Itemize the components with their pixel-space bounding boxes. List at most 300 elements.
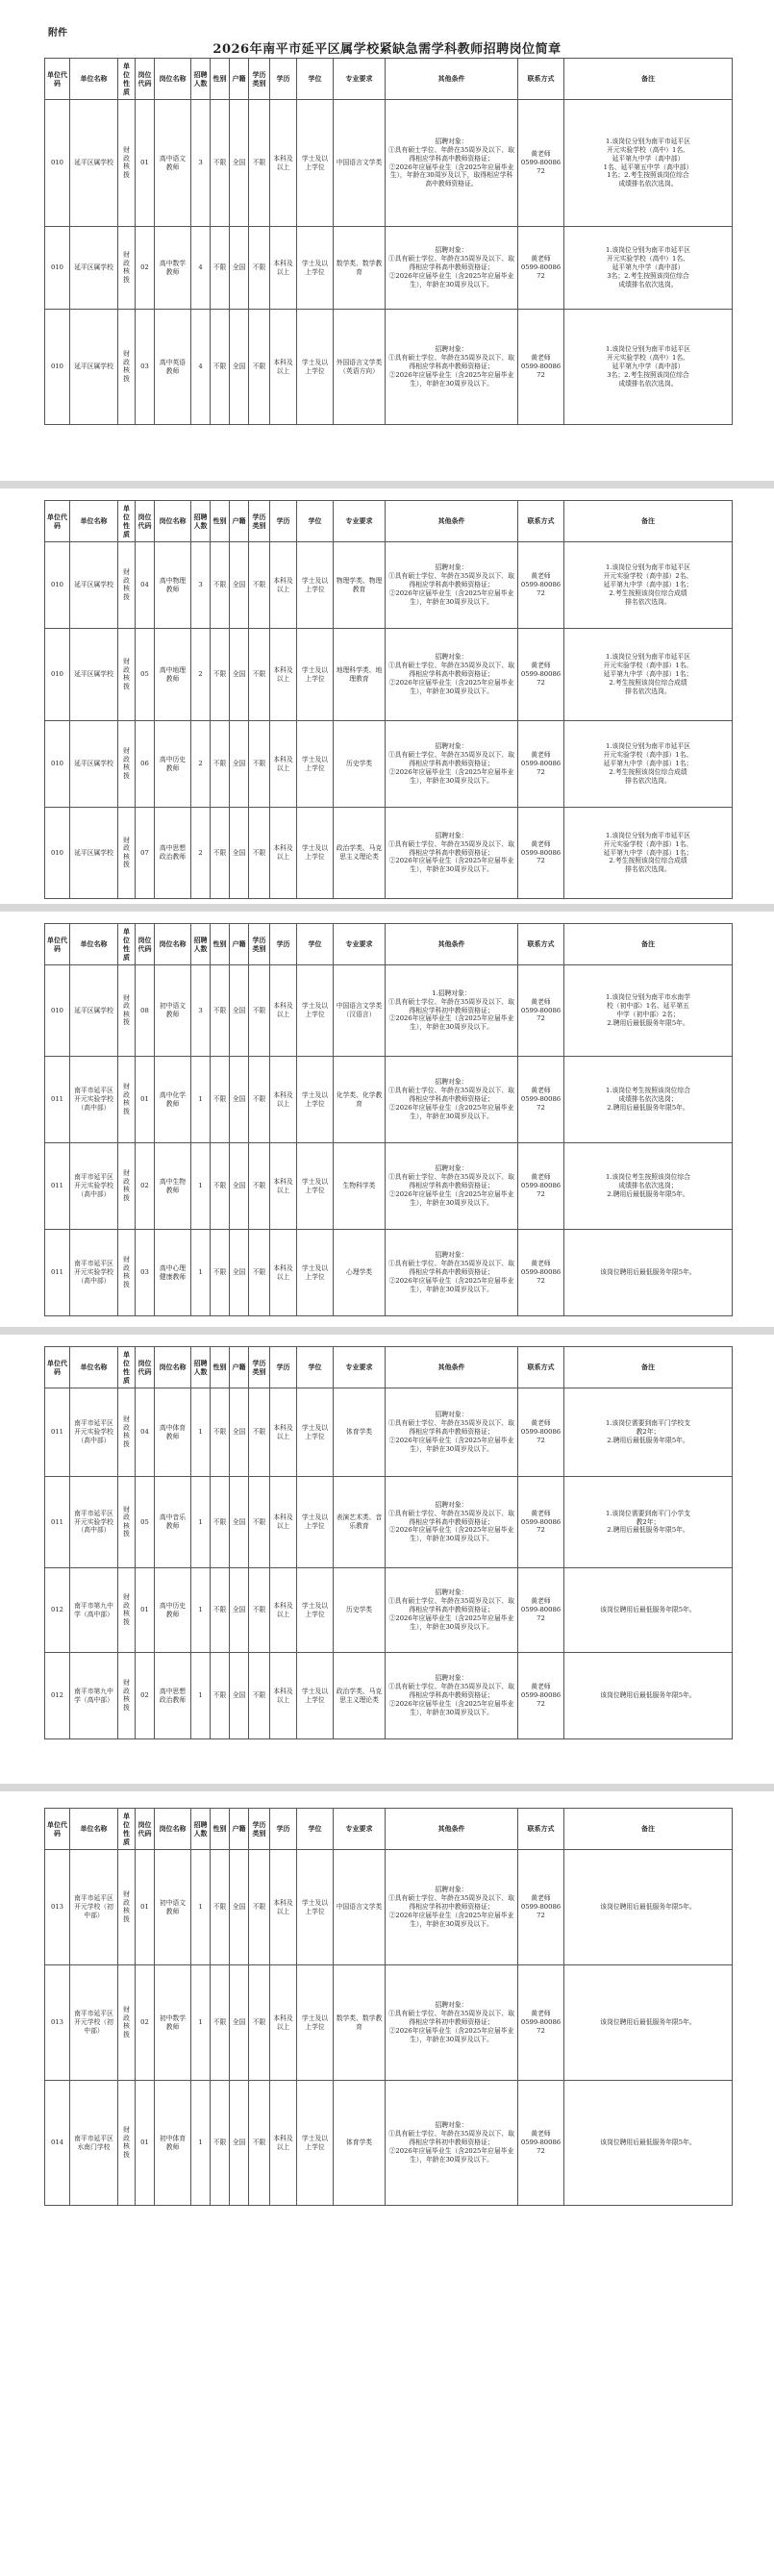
table-cell-1: 南平市延平区开元实验学校（高中部）	[70, 1388, 118, 1477]
table-cell-11: 政治学类、马克思主义理论类	[334, 1653, 386, 1739]
table-cell-11: 政治学类、马克思主义理论类	[334, 808, 386, 899]
table-cell-9: 本科及以上	[270, 808, 297, 899]
table-cell-7: 全国	[230, 1965, 249, 2081]
table-cell-7: 全国	[230, 808, 249, 899]
table-cell-12: 招聘对象： ①具有硕士学位、年龄在35周岁及以下、取得相应学科高中教师资格证； ②2026年应届毕业生（含2025年应届毕业生），年龄在30周岁及以下。	[386, 1568, 518, 1653]
table-cell-10: 学士及以上学位	[297, 310, 334, 425]
table-cell-7: 全国	[230, 310, 249, 425]
column-header: 性别	[211, 59, 230, 100]
table-cell-6: 不限	[211, 1568, 230, 1653]
table-cell-10: 学士及以上学位	[297, 1230, 334, 1316]
table-cell-13: 黄老师 0599-8008672	[518, 808, 564, 899]
column-header: 学历类别	[249, 1347, 270, 1388]
table-cell-8: 不限	[249, 1568, 270, 1653]
table-cell-7: 全国	[230, 2081, 249, 2206]
table-cell-8: 不限	[249, 1965, 270, 2081]
table-cell-7: 全国	[230, 100, 249, 227]
table-cell-10: 学士及以上学位	[297, 808, 334, 899]
column-header: 学历	[270, 924, 297, 965]
table-cell-11: 表演艺术类、音乐教育	[334, 1477, 386, 1568]
column-header: 其他条件	[386, 59, 518, 100]
table-cell-0: 011	[45, 1143, 70, 1230]
table-cell-3: 02	[136, 227, 155, 310]
recruitment-table-page	[44, 500, 732, 899]
column-header: 单位代码	[45, 501, 70, 542]
table-cell-11: 化学类、化学教育	[334, 1057, 386, 1143]
table-cell-5: 3	[191, 965, 211, 1057]
recruitment-table-page	[44, 58, 732, 425]
table-cell-6: 不限	[211, 1057, 230, 1143]
table-cell-7: 全国	[230, 1388, 249, 1477]
table-row	[45, 227, 733, 310]
table-cell-14: 1.该岗位需要到南平门学校支 教2年； 2.聘用后最低服务年限5年。	[564, 1388, 733, 1477]
recruitment-table	[44, 58, 733, 425]
column-header: 招聘人数	[191, 924, 211, 965]
table-cell-3: 05	[136, 1477, 155, 1568]
table-cell-0: 013	[45, 1965, 70, 2081]
table-cell-4: 初中体育教师	[155, 2081, 191, 2206]
table-cell-11: 心理学类	[334, 1230, 386, 1316]
table-cell-3: 01	[136, 100, 155, 227]
table-cell-1: 延平区属学校	[70, 721, 118, 808]
table-cell-7: 全国	[230, 1477, 249, 1568]
column-header: 性别	[211, 924, 230, 965]
table-cell-6: 不限	[211, 100, 230, 227]
table-cell-6: 不限	[211, 629, 230, 721]
column-header: 招聘人数	[191, 501, 211, 542]
table-cell-9: 本科及以上	[270, 542, 297, 629]
table-cell-2: 财政核拨	[118, 1653, 136, 1739]
table-cell-13: 黄老师 0599-8008672	[518, 542, 564, 629]
table-cell-4: 高中生物教师	[155, 1143, 191, 1230]
table-cell-14: 1.该岗位分别为南平市延平区 开元实验学校（高中）1名、 延平第九中学（高中部） 3名；2.考生按照该岗位综合 成绩排名依次选岗。	[564, 227, 733, 310]
table-cell-13: 黄老师 0599-8008672	[518, 1965, 564, 2081]
table-cell-12: 招聘对象： ①具有硕士学位、年龄在35周岁及以下、取得相应学科初中教师资格证； ②2026年应届毕业生（含2025年应届毕业生），年龄在30周岁及以下。	[386, 1965, 518, 2081]
table-cell-12: 招聘对象： ①具有硕士学位、年龄在35周岁及以下、取得相应学科高中教师资格证； ②2026年应届毕业生（含2025年应届毕业生），年龄在30周岁及以下。	[386, 542, 518, 629]
table-cell-1: 延平区属学校	[70, 542, 118, 629]
table-cell-12: 招聘对象： ①具有硕士学位、年龄在35周岁及以下、取得相应学科初中教师资格证； ②2026年应届毕业生（含2025年应届毕业生），年龄在30周岁及以下。	[386, 1850, 518, 1965]
table-cell-10: 学士及以上学位	[297, 1568, 334, 1653]
recruitment-table-page	[44, 1808, 732, 2206]
table-cell-11: 数学类、数学教育	[334, 1965, 386, 2081]
table-cell-2: 财政核拨	[118, 1850, 136, 1965]
table-row	[45, 1568, 733, 1653]
table-cell-14: 1.该岗位考生按照该岗位综合 成绩排名依次选岗； 2.聘用后最低服务年限5年。	[564, 1143, 733, 1230]
table-row	[45, 1057, 733, 1143]
table-cell-8: 不限	[249, 1477, 270, 1568]
table-cell-5: 2	[191, 721, 211, 808]
page-divider	[0, 904, 774, 912]
table-cell-2: 财政核拨	[118, 721, 136, 808]
table-cell-2: 财政核拨	[118, 1143, 136, 1230]
table-cell-5: 4	[191, 310, 211, 425]
table-cell-4: 高中历史教师	[155, 1568, 191, 1653]
table-cell-1: 延平区属学校	[70, 808, 118, 899]
page-divider	[0, 481, 774, 488]
table-cell-5: 4	[191, 227, 211, 310]
table-cell-13: 黄老师 0599-8008672	[518, 2081, 564, 2206]
table-cell-2: 财政核拨	[118, 808, 136, 899]
table-cell-1: 延平区属学校	[70, 310, 118, 425]
table-cell-5: 1	[191, 1568, 211, 1653]
column-header: 单位名称	[70, 501, 118, 542]
table-cell-13: 黄老师 0599-8008672	[518, 100, 564, 227]
table-cell-13: 黄老师 0599-8008672	[518, 1230, 564, 1316]
table-cell-10: 学士及以上学位	[297, 1388, 334, 1477]
column-header: 单位名称	[70, 1809, 118, 1850]
table-cell-11: 中国语言文学类	[334, 100, 386, 227]
table-cell-1: 南平市延平区开元学校（初中部）	[70, 1965, 118, 2081]
column-header: 招聘人数	[191, 59, 211, 100]
table-cell-1: 延平区属学校	[70, 100, 118, 227]
table-cell-10: 学士及以上学位	[297, 100, 334, 227]
table-cell-12: 招聘对象： ①具有硕士学位、年龄在35周岁及以下、取得相应学科高中教师资格证； ②2026年应届毕业生（含2025年应届毕业生），年龄在30周岁及以下。	[386, 1230, 518, 1316]
table-cell-2: 财政核拨	[118, 542, 136, 629]
table-cell-2: 财政核拨	[118, 1965, 136, 2081]
table-row	[45, 1230, 733, 1316]
table-cell-2: 财政核拨	[118, 227, 136, 310]
table-cell-11: 历史学类	[334, 1568, 386, 1653]
table-cell-13: 黄老师 0599-8008672	[518, 227, 564, 310]
table-cell-5: 1	[191, 1653, 211, 1739]
table-cell-9: 本科及以上	[270, 310, 297, 425]
table-cell-4: 高中物理教师	[155, 542, 191, 629]
column-header: 备注	[564, 1347, 733, 1388]
column-header: 备注	[564, 501, 733, 542]
table-cell-8: 不限	[249, 1143, 270, 1230]
column-header: 性别	[211, 1809, 230, 1850]
table-cell-2: 财政核拨	[118, 1057, 136, 1143]
column-header: 备注	[564, 924, 733, 965]
table-cell-14: 1.该岗位分别为南平市延平区 开元实验学校（高中）1名、 延平第九中学（高中部） 3名；2.考生按照该岗位综合 成绩排名依次选岗。	[564, 310, 733, 425]
column-header: 岗位代码	[136, 924, 155, 965]
table-cell-5: 2	[191, 629, 211, 721]
column-header: 单位代码	[45, 1347, 70, 1388]
table-cell-5: 1	[191, 1388, 211, 1477]
table-cell-3: 02	[136, 1143, 155, 1230]
table-cell-0: 011	[45, 1388, 70, 1477]
table-cell-6: 不限	[211, 227, 230, 310]
table-cell-14: 该岗位聘用后最低服务年限5年。	[564, 1653, 733, 1739]
column-header: 性别	[211, 1347, 230, 1388]
table-cell-6: 不限	[211, 808, 230, 899]
recruitment-table	[44, 1346, 733, 1739]
column-header: 学历	[270, 501, 297, 542]
table-cell-0: 010	[45, 965, 70, 1057]
table-cell-12: 1.招聘对象： ①具有硕士学位、年龄在35周岁及以下、取得相应学科初中教师资格证； ②2026年应届毕业生（含2025年应届毕业生），年龄在30周岁及以下。	[386, 965, 518, 1057]
table-cell-10: 学士及以上学位	[297, 1057, 334, 1143]
table-cell-12: 招聘对象： ①具有硕士学位、年龄在35周岁及以下、取得相应学科高中教师资格证； ②2026年应届毕业生（含2025年应届毕业生），年龄在30周岁及以下。	[386, 1057, 518, 1143]
table-cell-14: 该岗位聘用后最低服务年限5年。	[564, 1230, 733, 1316]
table-cell-8: 不限	[249, 100, 270, 227]
table-cell-2: 财政核拨	[118, 100, 136, 227]
table-cell-13: 黄老师 0599-8008672	[518, 1143, 564, 1230]
table-cell-2: 财政核拨	[118, 310, 136, 425]
column-header: 专业要求	[334, 59, 386, 100]
column-header: 联系方式	[518, 924, 564, 965]
table-cell-6: 不限	[211, 1850, 230, 1965]
table-cell-7: 全国	[230, 721, 249, 808]
column-header: 岗位名称	[155, 1347, 191, 1388]
table-cell-9: 本科及以上	[270, 1230, 297, 1316]
table-cell-0: 010	[45, 227, 70, 310]
table-cell-6: 不限	[211, 965, 230, 1057]
column-header: 其他条件	[386, 1809, 518, 1850]
table-row	[45, 965, 733, 1057]
table-cell-9: 本科及以上	[270, 1850, 297, 1965]
table-cell-1: 南平市延平区开元实验学校（高中部）	[70, 1477, 118, 1568]
table-cell-8: 不限	[249, 1057, 270, 1143]
table-cell-9: 本科及以上	[270, 1057, 297, 1143]
table-cell-10: 学士及以上学位	[297, 965, 334, 1057]
table-row	[45, 721, 733, 808]
table-cell-6: 不限	[211, 1965, 230, 2081]
column-header: 单位名称	[70, 59, 118, 100]
column-header: 学历类别	[249, 1809, 270, 1850]
column-header: 学历	[270, 59, 297, 100]
table-cell-12: 招聘对象： ①具有硕士学位、年龄在35周岁及以下、取得相应学科高中教师资格证； ②2026年应届毕业生（含2025年应届毕业生），年龄在30周岁及以下，取得相应学科高中教师资格证。	[386, 100, 518, 227]
table-row	[45, 1477, 733, 1568]
table-cell-14: 1.该岗位分别为南平市延平区 开元实验学校（高中部）1名、 延平第九中学（高中部）1名； 2.考生按照该岗位综合成绩 排名依次选岗。	[564, 629, 733, 721]
table-cell-2: 财政核拨	[118, 1230, 136, 1316]
table-cell-12: 招聘对象： ①具有硕士学位、年龄在35周岁及以下、取得相应学科高中教师资格证； ②2026年应届毕业生（含2025年应届毕业生），年龄在30周岁及以下。	[386, 227, 518, 310]
recruitment-table	[44, 1808, 733, 2206]
table-cell-9: 本科及以上	[270, 965, 297, 1057]
table-cell-14: 1.该岗位分别为南平市延平区 开元实验学校（高中）1名、 延平第九中学（高中部） 1名、延平第五中学（高中部） 1名；2.考生按照该岗位综合 成绩排名依次选岗。	[564, 100, 733, 227]
table-cell-9: 本科及以上	[270, 1388, 297, 1477]
table-cell-0: 010	[45, 721, 70, 808]
table-cell-8: 不限	[249, 1230, 270, 1316]
table-cell-10: 学士及以上学位	[297, 1965, 334, 2081]
table-cell-13: 黄老师 0599-8008672	[518, 1653, 564, 1739]
table-cell-10: 学士及以上学位	[297, 1143, 334, 1230]
table-cell-10: 学士及以上学位	[297, 721, 334, 808]
table-cell-5: 1	[191, 1143, 211, 1230]
column-header: 岗位代码	[136, 59, 155, 100]
table-cell-11: 体育学类	[334, 2081, 386, 2206]
table-cell-1: 南平市延平区开元实验学校（高中部）	[70, 1230, 118, 1316]
table-cell-11: 中国语言文学类（汉语言）	[334, 965, 386, 1057]
table-cell-0: 010	[45, 629, 70, 721]
column-header: 单位代码	[45, 59, 70, 100]
column-header: 学位	[297, 924, 334, 965]
table-cell-14: 1.该岗位分别为南平市延平区 开元实验学校（高中部）1名、 延平第九中学（高中部）1名； 2.考生按照该岗位综合成绩 排名依次选岗。	[564, 721, 733, 808]
column-header: 专业要求	[334, 501, 386, 542]
table-cell-4: 高中心理健康教师	[155, 1230, 191, 1316]
table-cell-14: 该岗位聘用后最低服务年限5年。	[564, 2081, 733, 2206]
table-cell-13: 黄老师 0599-8008672	[518, 721, 564, 808]
table-cell-3: 08	[136, 965, 155, 1057]
table-cell-14: 1.该岗位分别为南平市水南学 校（初中部）1名、延平第五 中学（初中部）2名； 2.聘用后最低服务年限5年。	[564, 965, 733, 1057]
table-cell-7: 全国	[230, 1143, 249, 1230]
table-cell-9: 本科及以上	[270, 1965, 297, 2081]
column-header: 单位性质	[118, 1809, 136, 1850]
table-cell-3: 02	[136, 1653, 155, 1739]
table-cell-8: 不限	[249, 721, 270, 808]
table-cell-11: 历史学类	[334, 721, 386, 808]
column-header: 单位性质	[118, 59, 136, 100]
table-cell-12: 招聘对象： ①具有硕士学位、年龄在35周岁及以下、取得相应学科高中教师资格证； ②2026年应届毕业生（含2025年应届毕业生），年龄在30周岁及以下。	[386, 1388, 518, 1477]
table-cell-0: 012	[45, 1653, 70, 1739]
column-header: 其他条件	[386, 924, 518, 965]
table-cell-3: 07	[136, 808, 155, 899]
column-header: 单位性质	[118, 501, 136, 542]
table-cell-4: 高中语文教师	[155, 100, 191, 227]
table-cell-8: 不限	[249, 310, 270, 425]
table-row	[45, 629, 733, 721]
column-header: 联系方式	[518, 59, 564, 100]
table-cell-12: 招聘对象： ①具有硕士学位、年龄在35周岁及以下、取得相应学科高中教师资格证； ②2026年应届毕业生（含2025年应届毕业生），年龄在30周岁及以下。	[386, 310, 518, 425]
column-header: 岗位名称	[155, 1809, 191, 1850]
table-cell-9: 本科及以上	[270, 629, 297, 721]
table-cell-9: 本科及以上	[270, 100, 297, 227]
table-row	[45, 100, 733, 227]
recruitment-table	[44, 500, 733, 899]
column-header: 学历类别	[249, 59, 270, 100]
column-header: 联系方式	[518, 1347, 564, 1388]
table-cell-9: 本科及以上	[270, 721, 297, 808]
table-cell-10: 学士及以上学位	[297, 2081, 334, 2206]
table-cell-10: 学士及以上学位	[297, 629, 334, 721]
table-cell-0: 010	[45, 100, 70, 227]
table-cell-3: 04	[136, 1388, 155, 1477]
table-header-row	[45, 501, 733, 542]
column-header: 性别	[211, 501, 230, 542]
table-cell-13: 黄老师 0599-8008672	[518, 1057, 564, 1143]
recruitment-table-page	[44, 923, 732, 1316]
table-cell-12: 招聘对象： ①具有硕士学位、年龄在35周岁及以下、取得相应学科高中教师资格证； ②2026年应届毕业生（含2025年应届毕业生），年龄在30周岁及以下。	[386, 1143, 518, 1230]
table-cell-4: 初中数学教师	[155, 1965, 191, 2081]
table-cell-4: 高中体育教师	[155, 1388, 191, 1477]
table-cell-0: 011	[45, 1057, 70, 1143]
table-cell-14: 1.该岗位需要到南平门小学支 教2年； 2.聘用后最低服务年限5年。	[564, 1477, 733, 1568]
table-cell-13: 黄老师 0599-8008672	[518, 1477, 564, 1568]
table-cell-4: 初中语文教师	[155, 1850, 191, 1965]
column-header: 备注	[564, 59, 733, 100]
table-row	[45, 1143, 733, 1230]
column-header: 学位	[297, 501, 334, 542]
table-cell-3: 01	[136, 1568, 155, 1653]
table-cell-8: 不限	[249, 542, 270, 629]
table-cell-9: 本科及以上	[270, 1653, 297, 1739]
table-cell-14: 1.该岗位分别为南平市延平区 开元实验学校（高中部）2名、 延平第九中学（高中部）1名； 2.考生按照该岗位综合成绩 排名依次选岗。	[564, 542, 733, 629]
table-header-row	[45, 924, 733, 965]
column-header: 户籍	[230, 1347, 249, 1388]
column-header: 学位	[297, 1809, 334, 1850]
table-row	[45, 1653, 733, 1739]
attachment-label: 附件	[48, 28, 67, 38]
page-divider	[0, 1327, 774, 1335]
table-cell-3: 02	[136, 1965, 155, 2081]
table-cell-7: 全国	[230, 1568, 249, 1653]
table-cell-5: 3	[191, 100, 211, 227]
table-cell-4: 高中地理教师	[155, 629, 191, 721]
column-header: 学历	[270, 1347, 297, 1388]
table-cell-0: 014	[45, 2081, 70, 2206]
table-cell-8: 不限	[249, 1653, 270, 1739]
table-cell-10: 学士及以上学位	[297, 542, 334, 629]
table-cell-11: 地理科学类、地理教育	[334, 629, 386, 721]
table-cell-5: 1	[191, 1477, 211, 1568]
table-cell-4: 高中音乐教师	[155, 1477, 191, 1568]
table-cell-6: 不限	[211, 1477, 230, 1568]
recruitment-table-page	[44, 1346, 732, 1739]
table-cell-12: 招聘对象： ①具有硕士学位、年龄在35周岁及以下、取得相应学科高中教师资格证； ②2026年应届毕业生（含2025年应届毕业生），年龄在30周岁及以下。	[386, 1653, 518, 1739]
table-cell-14: 该岗位聘用后最低服务年限5年。	[564, 1965, 733, 2081]
table-cell-2: 财政核拨	[118, 2081, 136, 2206]
table-cell-9: 本科及以上	[270, 1477, 297, 1568]
column-header: 岗位代码	[136, 1347, 155, 1388]
table-header-row	[45, 1347, 733, 1388]
column-header: 户籍	[230, 501, 249, 542]
table-cell-11: 数学类、数学教育	[334, 227, 386, 310]
table-cell-10: 学士及以上学位	[297, 1653, 334, 1739]
table-cell-7: 全国	[230, 1850, 249, 1965]
table-cell-7: 全国	[230, 965, 249, 1057]
table-cell-0: 010	[45, 808, 70, 899]
column-header: 岗位名称	[155, 59, 191, 100]
table-cell-6: 不限	[211, 721, 230, 808]
table-cell-7: 全国	[230, 1653, 249, 1739]
table-cell-12: 招聘对象： ①具有硕士学位、年龄在35周岁及以下、取得相应学科高中教师资格证； ②2026年应届毕业生（含2025年应届毕业生），年龄在30周岁及以下。	[386, 1477, 518, 1568]
table-cell-0: 011	[45, 1230, 70, 1316]
table-cell-3: 04	[136, 542, 155, 629]
column-header: 岗位代码	[136, 501, 155, 542]
table-cell-5: 1	[191, 1230, 211, 1316]
table-cell-10: 学士及以上学位	[297, 227, 334, 310]
table-cell-8: 不限	[249, 2081, 270, 2206]
table-cell-1: 南平市延平区开元实验学校（高中部）	[70, 1057, 118, 1143]
table-row	[45, 542, 733, 629]
table-row	[45, 2081, 733, 2206]
column-header: 单位代码	[45, 1809, 70, 1850]
table-cell-3: 01	[136, 2081, 155, 2206]
column-header: 其他条件	[386, 1347, 518, 1388]
table-cell-13: 黄老师 0599-8008672	[518, 1388, 564, 1477]
table-cell-8: 不限	[249, 227, 270, 310]
table-cell-3: 03	[136, 310, 155, 425]
table-cell-1: 南平市第九中学（高中部）	[70, 1653, 118, 1739]
table-cell-14: 该岗位聘用后最低服务年限5年。	[564, 1568, 733, 1653]
table-cell-6: 不限	[211, 1653, 230, 1739]
table-cell-6: 不限	[211, 2081, 230, 2206]
table-cell-4: 初中语文教师	[155, 965, 191, 1057]
column-header: 学历	[270, 1809, 297, 1850]
column-header: 学历类别	[249, 924, 270, 965]
table-cell-8: 不限	[249, 629, 270, 721]
column-header: 专业要求	[334, 1347, 386, 1388]
table-cell-12: 招聘对象： ①具有硕士学位、年龄在35周岁及以下、取得相应学科高中教师资格证； ②2026年应届毕业生（含2025年应届毕业生），年龄在30周岁及以下。	[386, 721, 518, 808]
table-cell-3: 01	[136, 1850, 155, 1965]
column-header: 招聘人数	[191, 1809, 211, 1850]
table-cell-5: 1	[191, 2081, 211, 2206]
column-header: 专业要求	[334, 1809, 386, 1850]
table-header-row	[45, 59, 733, 100]
column-header: 其他条件	[386, 501, 518, 542]
column-header: 备注	[564, 1809, 733, 1850]
table-cell-6: 不限	[211, 1230, 230, 1316]
table-cell-11: 物理学类、物理教育	[334, 542, 386, 629]
column-header: 户籍	[230, 1809, 249, 1850]
table-cell-7: 全国	[230, 629, 249, 721]
table-cell-3: 06	[136, 721, 155, 808]
table-cell-6: 不限	[211, 310, 230, 425]
table-cell-13: 黄老师 0599-8008672	[518, 310, 564, 425]
table-cell-13: 黄老师 0599-8008672	[518, 965, 564, 1057]
table-cell-11: 体育学类	[334, 1388, 386, 1477]
column-header: 学位	[297, 59, 334, 100]
column-header: 联系方式	[518, 501, 564, 542]
